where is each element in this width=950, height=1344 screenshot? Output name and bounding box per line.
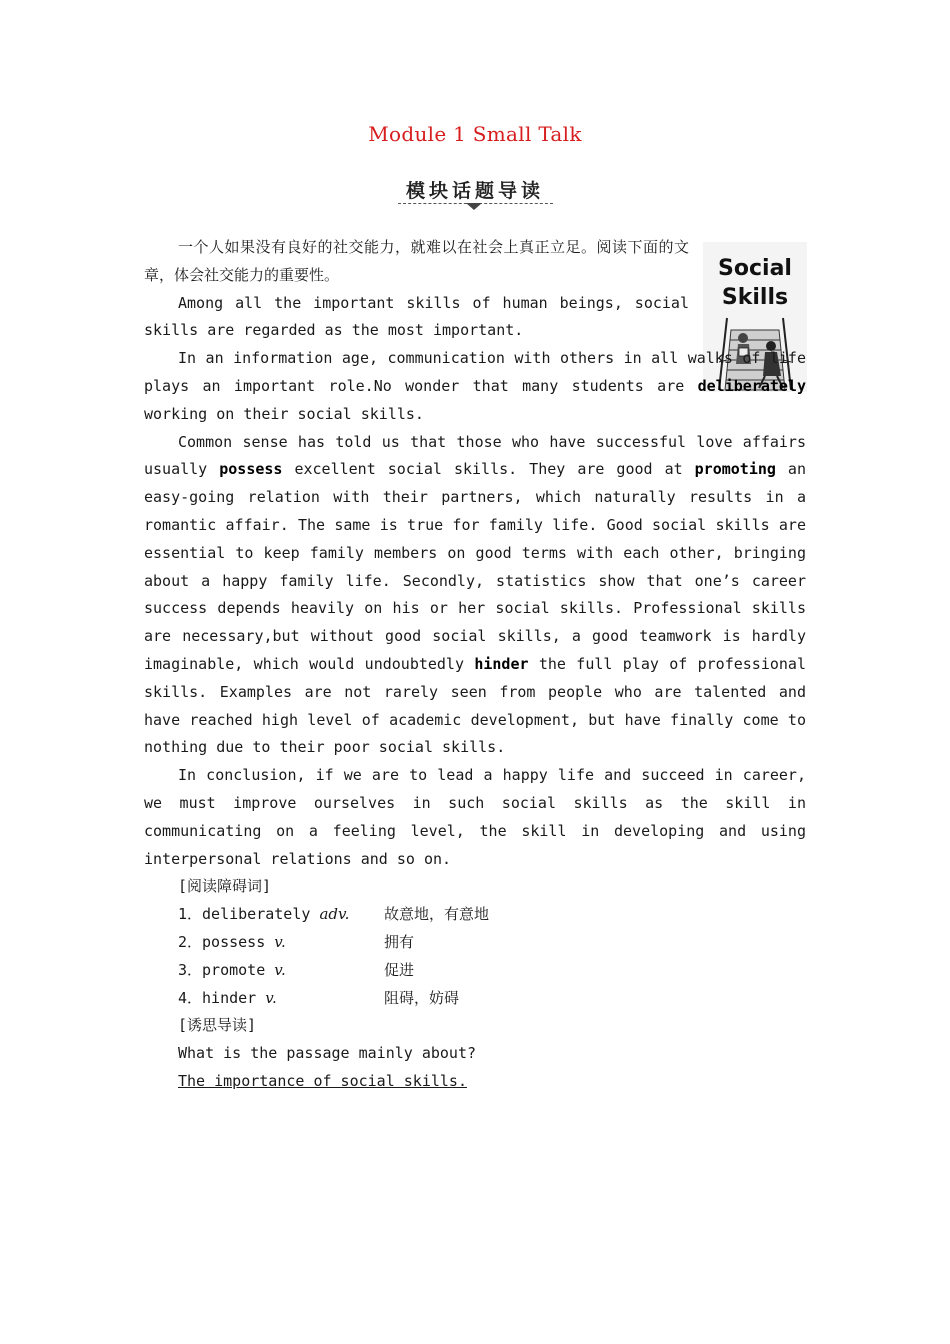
keyword-hinder: hinder xyxy=(474,654,529,673)
heading-arrow-icon xyxy=(466,203,482,210)
keyword-promoting: promoting xyxy=(694,460,776,479)
vocabulary-section xyxy=(144,873,806,1012)
vocabulary-heading: [阅读障碍词] xyxy=(178,877,272,896)
paragraph-4: In conclusion, if we are to lead a happy life and succeed in career, we must improve ourselves in such social skills as the skill in communicating on a feeling level, the skill in developing and using interpersonal relations and so on. xyxy=(144,766,806,868)
vocabulary-item: 4．hinder v. 阻碍，妨碍 xyxy=(178,988,460,1007)
vocabulary-item: 1．deliberately adv. 故意地，有意地 xyxy=(178,905,490,924)
keyword-deliberately: deliberately xyxy=(697,376,806,395)
article-body xyxy=(144,234,806,1096)
illustration-caption-2: Skills xyxy=(721,285,789,310)
section-heading: 模块话题导读 xyxy=(405,180,544,202)
intro-paragraph: 一个人如果没有良好的社交能力，就难以在社会上真正立足。阅读下面的文章，体会社交能力的重要性。 xyxy=(144,238,689,284)
paragraph-2: In an information age, communication with others in all walks of life plays an important role.No wonder that many students are deliberately working on their social skills. xyxy=(144,349,806,423)
illustration-caption-1: Social xyxy=(718,256,792,281)
vocabulary-item: 3．promote v. 促进 xyxy=(178,960,415,979)
guide-section xyxy=(144,1012,806,1095)
guide-heading: [诱思导读] xyxy=(178,1016,257,1035)
guide-question: What is the passage mainly about? xyxy=(178,1044,477,1063)
page-title: Module 1 Small Talk xyxy=(368,122,582,146)
paragraph-1: Among all the important skills of human beings, social skills are regarded as the most important. xyxy=(144,293,689,340)
vocabulary-item: 2．possess v. 拥有 xyxy=(178,932,415,951)
keyword-possess: possess xyxy=(219,460,283,479)
paragraph-3: Common sense has told us that those who have successful love affairs usually possess excellent social skills. They are good at promoting an easy-going relation with their partners, which naturally results in a romantic affair. The same is true for family life. Good social skills are essential to keep family members on good terms with each other, bringing about a happy family life. Secondly, statistics show that one’s career success depends heavily on his or her social skills. Professional skills are necessary,but without good social skills, a good teamwork is hardly imaginable, which would undoubtedly hinder the full play of professional skills. Examples are not rarely seen from people who are talented and have reached high level of academic development, but have finally come to nothing due to their poor social skills. xyxy=(144,432,806,757)
guide-answer: The importance of social skills. xyxy=(178,1071,467,1090)
